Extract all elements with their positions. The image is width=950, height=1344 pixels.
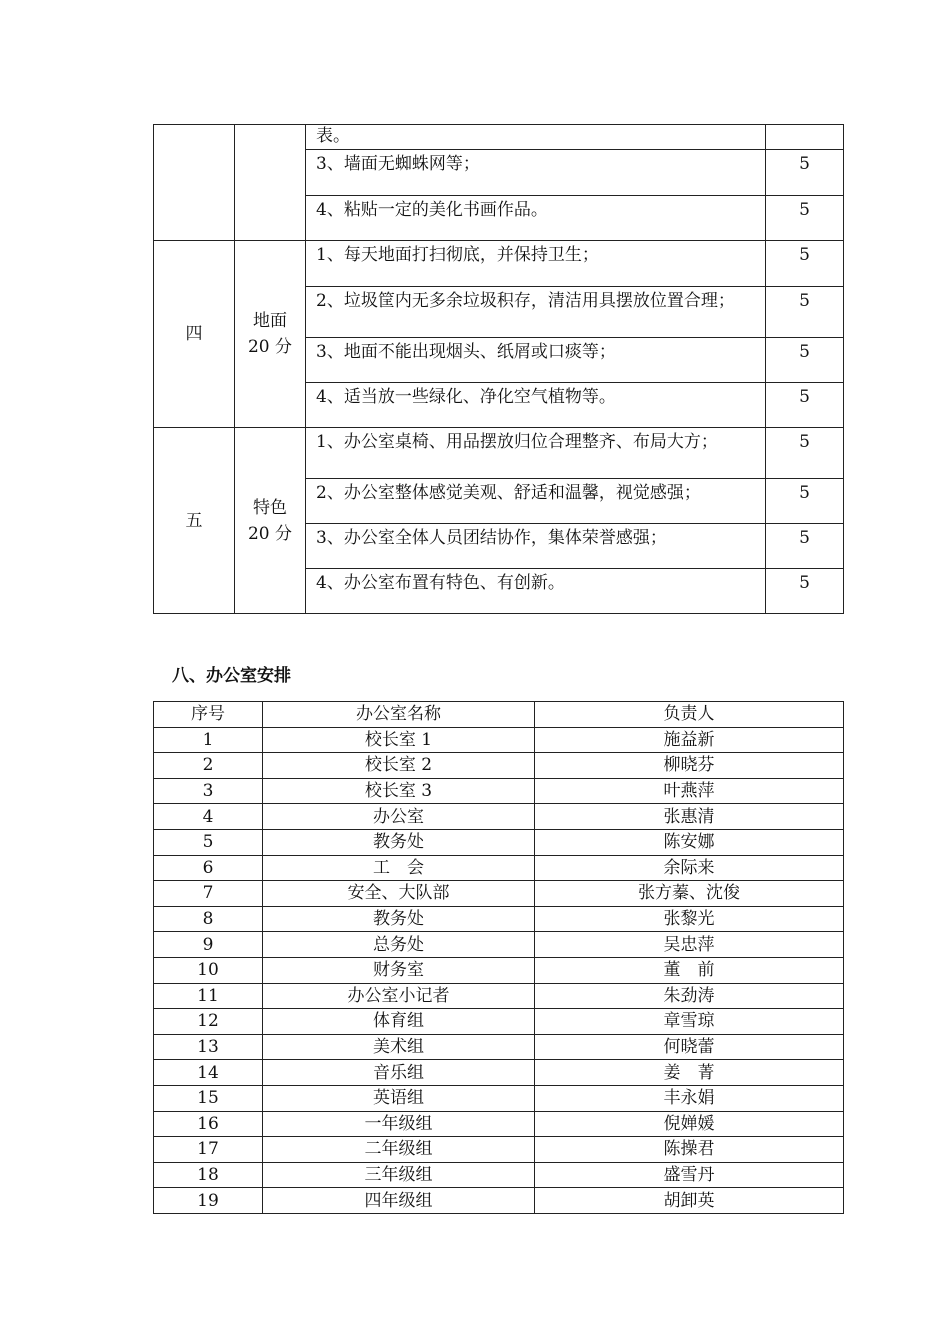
office-name: 校长室 3 (263, 778, 535, 804)
table-row (154, 932, 844, 958)
office-name: 办公室小记者 (263, 983, 535, 1009)
criterion-text: 4、办公室布置有特色、有创新。 (306, 569, 766, 614)
row-number: 9 (154, 932, 263, 958)
office-name: 一年级组 (263, 1111, 535, 1137)
person-in-charge: 叶燕萍 (535, 778, 844, 804)
points-cell: 5 (766, 150, 844, 196)
office-name: 三年级组 (263, 1162, 535, 1188)
office-name: 校长室 1 (263, 727, 535, 753)
row-number: 4 (154, 804, 263, 830)
points-cell: 5 (766, 383, 844, 428)
row-number: 1 (154, 727, 263, 753)
table-row (154, 957, 844, 983)
group-index: 四 (154, 241, 235, 428)
person-in-charge: 丰永娟 (535, 1085, 844, 1111)
office-name: 安全、大队部 (263, 881, 535, 907)
office-name: 音乐组 (263, 1060, 535, 1086)
table-row (154, 1060, 844, 1086)
points-cell: 5 (766, 479, 844, 524)
category-name: 地面 (253, 311, 287, 331)
office-name: 办公室 (263, 804, 535, 830)
points-cell: 5 (766, 287, 844, 338)
row-number: 6 (154, 855, 263, 881)
person-in-charge: 施益新 (535, 727, 844, 753)
table-row (154, 1111, 844, 1137)
person-in-charge: 胡卸英 (535, 1188, 844, 1214)
person-in-charge: 余际来 (535, 855, 844, 881)
row-number: 8 (154, 906, 263, 932)
header-number: 序号 (154, 702, 263, 728)
group-index: 五 (154, 428, 235, 614)
person-in-charge: 张黎光 (535, 906, 844, 932)
scoring-table (153, 124, 844, 614)
row-number: 19 (154, 1188, 263, 1214)
header-person-in-charge: 负责人 (535, 702, 844, 728)
office-name: 校长室 2 (263, 753, 535, 779)
person-in-charge: 朱劲涛 (535, 983, 844, 1009)
criterion-text: 表。 (306, 125, 766, 150)
office-name: 英语组 (263, 1085, 535, 1111)
table-row (154, 1009, 844, 1035)
table-row (154, 1137, 844, 1163)
header-office-name: 办公室名称 (263, 702, 535, 728)
score-row (154, 428, 844, 479)
person-in-charge: 张方蓁、沈俊 (535, 881, 844, 907)
person-in-charge: 盛雪丹 (535, 1162, 844, 1188)
person-in-charge: 何晓蕾 (535, 1034, 844, 1060)
criterion-text: 2、垃圾筐内无多余垃圾积存，清洁用具摆放位置合理； (306, 287, 766, 338)
table-row (154, 855, 844, 881)
score-row (154, 241, 844, 287)
criterion-text: 1、每天地面打扫彻底，并保持卫生； (306, 241, 766, 287)
row-number: 14 (154, 1060, 263, 1086)
table-row (154, 906, 844, 932)
criterion-text: 3、办公室全体人员团结协作，集体荣誉感强； (306, 524, 766, 569)
person-in-charge: 倪婵媛 (535, 1111, 844, 1137)
points-cell: 5 (766, 196, 844, 241)
group-category (235, 428, 306, 614)
row-number: 18 (154, 1162, 263, 1188)
office-name: 教务处 (263, 906, 535, 932)
category-name: 特色 (253, 497, 287, 518)
row-number: 11 (154, 983, 263, 1009)
person-in-charge: 张惠清 (535, 804, 844, 830)
table-row (154, 1162, 844, 1188)
person-in-charge: 陈安娜 (535, 829, 844, 855)
table-row (154, 1034, 844, 1060)
index-cell-empty (154, 125, 235, 241)
row-number: 13 (154, 1034, 263, 1060)
office-name: 财务室 (263, 957, 535, 983)
category-cell-empty (235, 125, 306, 241)
table-row (154, 753, 844, 779)
office-name: 四年级组 (263, 1188, 535, 1214)
table-row (154, 1085, 844, 1111)
row-number: 17 (154, 1137, 263, 1163)
table-row (154, 778, 844, 804)
row-number: 3 (154, 778, 263, 804)
table-row (154, 881, 844, 907)
criterion-text: 4、适当放一些绿化、净化空气植物等。 (306, 383, 766, 428)
person-in-charge: 姜 菁 (535, 1060, 844, 1086)
group-category (235, 241, 306, 428)
points-cell: 5 (766, 241, 844, 287)
row-number: 16 (154, 1111, 263, 1137)
office-table-body (154, 727, 844, 1213)
row-number: 2 (154, 753, 263, 779)
table-row (154, 983, 844, 1009)
points-cell: 5 (766, 524, 844, 569)
office-name: 总务处 (263, 932, 535, 958)
section-heading: 八、办公室安排 (172, 666, 291, 686)
row-number: 15 (154, 1085, 263, 1111)
row-number: 7 (154, 881, 263, 907)
office-name: 二年级组 (263, 1137, 535, 1163)
office-assignment-table (153, 701, 844, 1214)
criterion-text: 2、办公室整体感觉美观、舒适和温馨，视觉感强； (306, 479, 766, 524)
office-name: 工 会 (263, 855, 535, 881)
row-number: 5 (154, 829, 263, 855)
table-row (154, 804, 844, 830)
row-number: 12 (154, 1009, 263, 1035)
person-in-charge: 董 前 (535, 957, 844, 983)
category-score: 20 分 (247, 337, 293, 357)
person-in-charge: 章雪琼 (535, 1009, 844, 1035)
criterion-text: 3、地面不能出现烟头、纸屑或口痰等； (306, 338, 766, 383)
office-name: 美术组 (263, 1034, 535, 1060)
table-row (154, 727, 844, 753)
row-number: 10 (154, 957, 263, 983)
criterion-text: 3、墙面无蜘蛛网等； (306, 150, 766, 196)
table-header-row (154, 702, 844, 728)
table-row (154, 1188, 844, 1214)
person-in-charge: 陈操君 (535, 1137, 844, 1163)
points-cell: 5 (766, 569, 844, 614)
criterion-text: 1、办公室桌椅、用品摆放归位合理整齐、布局大方； (306, 428, 766, 479)
office-name: 体育组 (263, 1009, 535, 1035)
points-cell: 5 (766, 428, 844, 479)
person-in-charge: 吴忠萍 (535, 932, 844, 958)
points-cell: 5 (766, 338, 844, 383)
points-cell (766, 125, 844, 150)
criterion-text: 4、粘贴一定的美化书画作品。 (306, 196, 766, 241)
office-name: 教务处 (263, 829, 535, 855)
category-score: 20 分 (247, 523, 293, 544)
table-row (154, 829, 844, 855)
person-in-charge: 柳晓芬 (535, 753, 844, 779)
score-row (154, 125, 844, 150)
